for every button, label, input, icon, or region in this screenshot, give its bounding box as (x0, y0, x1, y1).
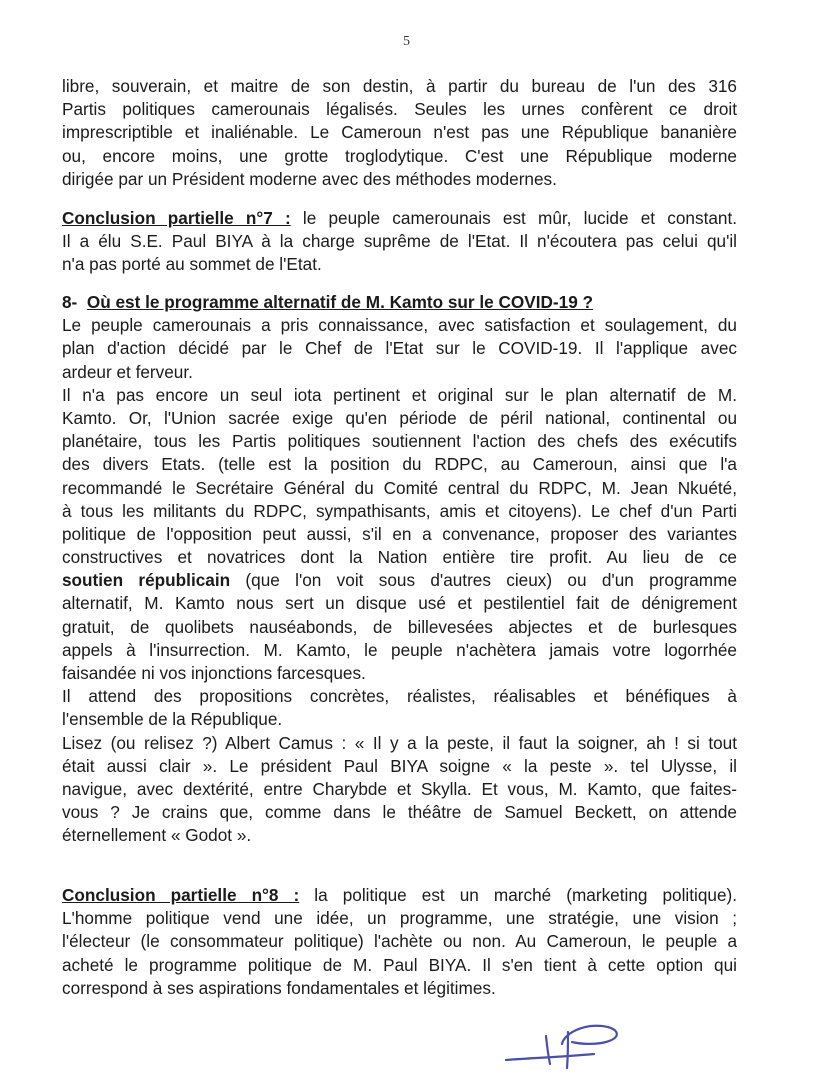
text-line: navigue, avec dextérité, entre Charybde et Skylla. Et vous, M. Kamto, que faites- (62, 778, 737, 799)
text-line: constructives et novatrices dont la Nation entière tire profit. Au lieu de ce (62, 547, 737, 568)
text-line: alternatif, M. Kamto nous sert un disque usé et pestilentiel fait de dénigrement (62, 593, 737, 614)
text-line: Il a élu S.E. Paul BIYA à la charge suprême de l'Etat. Il n'écoutera pas celui qu'il (62, 231, 737, 252)
text-line: L'homme politique vend une idée, un programme, une stratégie, une vision ; (62, 908, 737, 929)
text-line: des divers Etats. (telle est la position du RDPC, au Cameroun, ainsi que l'a (62, 454, 737, 475)
text-line: Lisez (ou relisez ?) Albert Camus : « Il y a la peste, il faut la soigner, ah ! si tout (62, 732, 737, 753)
text-line: vous ? Je crains que, comme dans le théâtre de Samuel Beckett, on attende (62, 802, 737, 823)
text-line: imprescriptible et inaliénable. Le Cameroun n'est pas une République bananière (62, 122, 737, 143)
text-line: à tous les militants du RDPC, sympathisants, amis et citoyens). Le chef d'un Parti (62, 500, 737, 521)
text-line: Il attend des propositions concrètes, réalistes, réalisables et bénéfiques à (62, 686, 737, 707)
text-line: politique de l'opposition peut aussi, s'il en a convenance, proposer des variantes (62, 523, 737, 544)
text-line: plan d'action décidé par le Chef de l'Etat sur le COVID-19. Il l'applique avec (62, 338, 737, 359)
text-line: acheté le programme politique de M. Paul BIYA. Il s'en tient à cette option qui (62, 954, 737, 975)
conclusion-8 (62, 884, 737, 1000)
section-number: 8- (62, 292, 78, 312)
text-line: faisandée ni vos injonctions farcesques. (62, 663, 366, 683)
section-8 (62, 291, 737, 848)
text-line: dirigée par un Président moderne avec des méthodes modernes. (62, 168, 557, 189)
text-line: Il n'a pas encore un seul iota pertinent et original sur le plan alternatif de M. (62, 384, 737, 405)
conclusion-7-first-line (62, 207, 737, 230)
handwritten-signature (502, 1014, 632, 1070)
text-line: recommandé le Secrétaire Général du Comité central du RDPC, M. Jean Nkuété, (62, 477, 737, 498)
page-number: 5 (403, 34, 410, 49)
text-line: ou, encore moins, une grotte troglodytique. C'est une République moderne (62, 145, 737, 166)
conclusion-8-text: la politique est un marché (marketing politique). (299, 885, 737, 905)
conclusion-7-label: Conclusion partielle n°7 : (62, 208, 291, 228)
conclusion-8-label: Conclusion partielle n°8 : (62, 885, 300, 905)
text-line: éternellement « Godot ». (62, 825, 252, 846)
text-line: l'électeur (le consommateur politique) l'achète ou non. Au Cameroun, le peuple a (62, 931, 737, 952)
conclusion-7-text: le peuple camerounais est mûr, lucide et constant. (290, 208, 737, 228)
text-line: ardeur et ferveur. (62, 361, 193, 382)
bold-phrase: soutien républicain (62, 570, 231, 591)
text-line: était aussi clair ». Le président Paul BIYA soigne « la peste ». tel Ulysse, il (62, 755, 737, 776)
conclusion-7 (62, 207, 737, 277)
text-line: gratuit, de quolibets nauséabonds, de billevesées abjectes et de burlesques (62, 616, 737, 637)
section-8-heading-line (62, 291, 737, 314)
text-line: planétaire, tous les Partis politiques soutiennent l'action des chefs des exécutifs (62, 431, 737, 452)
text-line: libre, souverain, et maitre de son destin, à partir du bureau de l'un des 316 (62, 76, 737, 96)
bold-phrase-line (62, 569, 737, 592)
text-line: n'a pas porté au sommet de l'Etat. (62, 254, 322, 275)
section-heading: Où est le programme alternatif de M. Kamto sur le COVID-19 ? (86, 292, 594, 312)
text-line: appels à l'insurrection. M. Kamto, le peuple n'achètera jamais votre logorrhée (62, 639, 737, 660)
text-line: Partis politiques camerounais légalisés. Seules les urnes confèrent ce droit (62, 99, 737, 120)
bold-phrase-line-rest: (que l'on voit sous d'autres cieux) ou d'un programme (230, 570, 737, 591)
text-line: Kamto. Or, l'Union sacrée exige qu'en période de péril national, continental ou (62, 407, 737, 428)
conclusion-8-first-line (62, 884, 737, 907)
text-line: l'ensemble de la République. (62, 709, 283, 730)
text-line: correspond à ses aspirations fondamentales et légitimes. (62, 977, 496, 998)
text-line: Le peuple camerounais a pris connaissance, avec satisfaction et soulagement, du (62, 315, 737, 336)
opening-paragraph (62, 75, 737, 191)
